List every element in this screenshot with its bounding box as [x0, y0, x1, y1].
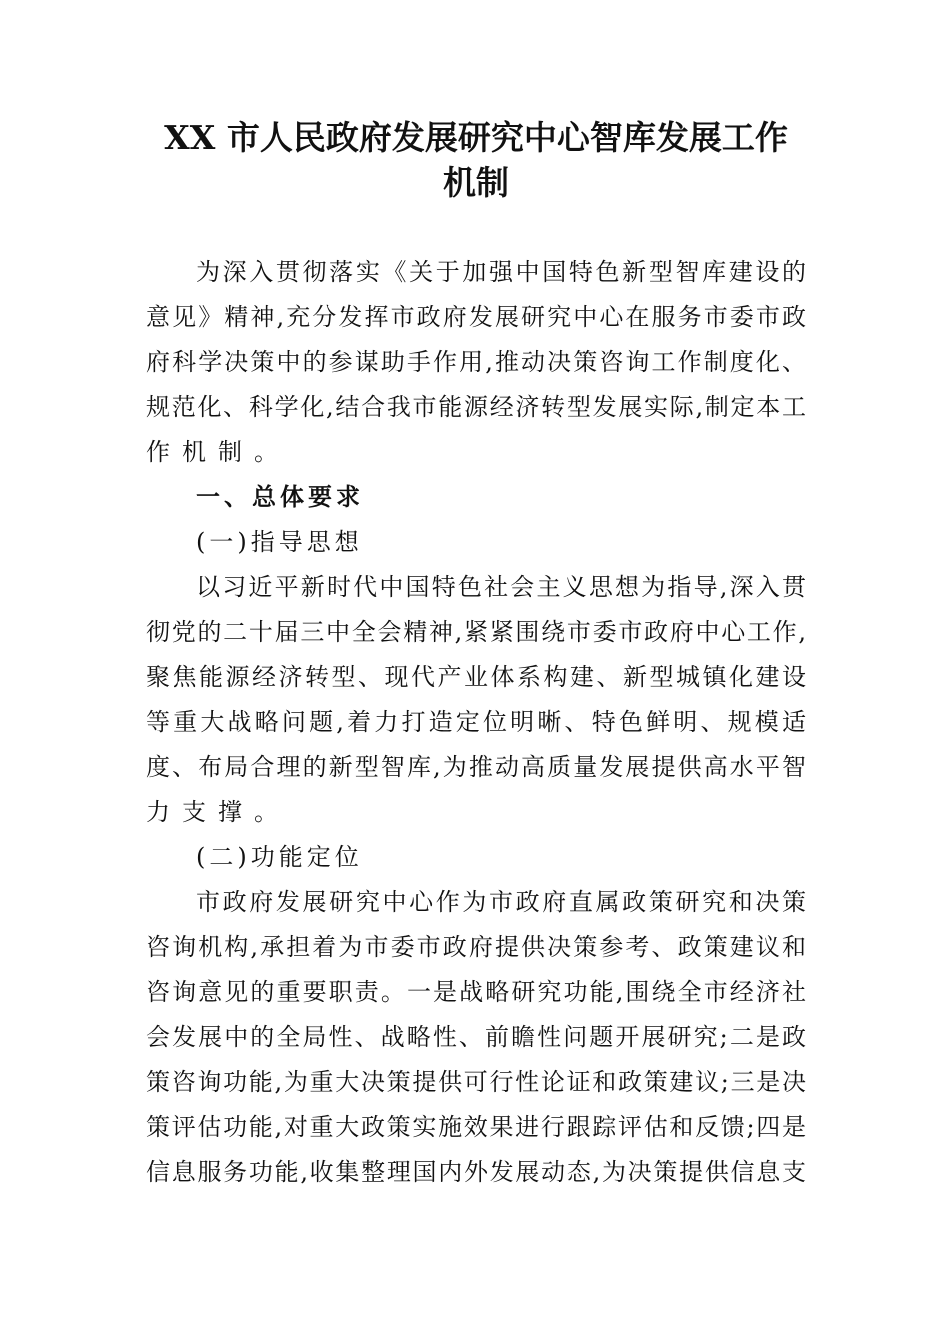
paragraph-line: 彻党的二十届三中全会精神,紧紧围绕市委市政府中心工作,: [146, 618, 806, 646]
paragraph-line: 策咨询功能,为重大决策提供可行性论证和政策建议;三是决: [146, 1068, 806, 1096]
paragraph-line: 市政府发展研究中心作为市政府直属政策研究和决策: [196, 888, 806, 916]
document-body: [146, 250, 806, 1195]
paragraph: [146, 880, 806, 1195]
paragraph-line: 度、布局合理的新型智库,为推动高质量发展提供高水平智: [146, 753, 806, 781]
subsection-heading: (一)指导思想: [196, 528, 363, 556]
paragraph-line: 策评估功能,对重大政策实施效果进行跟踪评估和反馈;四是: [146, 1113, 806, 1141]
document-title-line-1: XX 市人民政府发展研究中心智库发展工作: [164, 118, 788, 157]
paragraph-line: 府科学决策中的参谋助手作用,推动决策咨询工作制度化、: [146, 348, 806, 376]
paragraph-line: 以习近平新时代中国特色社会主义思想为指导,深入贯: [196, 573, 806, 601]
document-page: [146, 115, 806, 1195]
paragraph-line: 咨询机构,承担着为市委市政府提供决策参考、政策建议和: [146, 933, 806, 961]
paragraph-line: 信息服务功能,收集整理国内外发展动态,为决策提供信息支: [146, 1158, 806, 1186]
blank-line: [146, 205, 806, 250]
paragraph-line: 等重大战略问题,着力打造定位明晰、特色鲜明、规模适: [146, 708, 806, 736]
paragraph-line: 作机制。: [146, 438, 290, 466]
paragraph-line: 力支撑。: [146, 798, 290, 826]
subsection-heading: (二)功能定位: [196, 843, 363, 871]
paragraph: [146, 565, 806, 835]
paragraph-line: 规范化、科学化,结合我市能源经济转型发展实际,制定本工: [146, 393, 806, 421]
paragraph-line: 意见》精神,充分发挥市政府发展研究中心在服务市委市政: [146, 303, 806, 331]
paragraph-line: 咨询意见的重要职责。一是战略研究功能,围绕全市经济社: [146, 978, 806, 1006]
paragraph-line: 为深入贯彻落实《关于加强中国特色新型智库建设的: [196, 258, 806, 286]
section-heading: 一、总体要求: [196, 483, 364, 511]
paragraph-line: 会发展中的全局性、战略性、前瞻性问题开展研究;二是政: [146, 1023, 806, 1051]
paragraph: [146, 250, 806, 475]
paragraph-line: 聚焦能源经济转型、现代产业体系构建、新型城镇化建设: [146, 663, 806, 691]
document-title-line-2: 机制: [443, 163, 509, 202]
